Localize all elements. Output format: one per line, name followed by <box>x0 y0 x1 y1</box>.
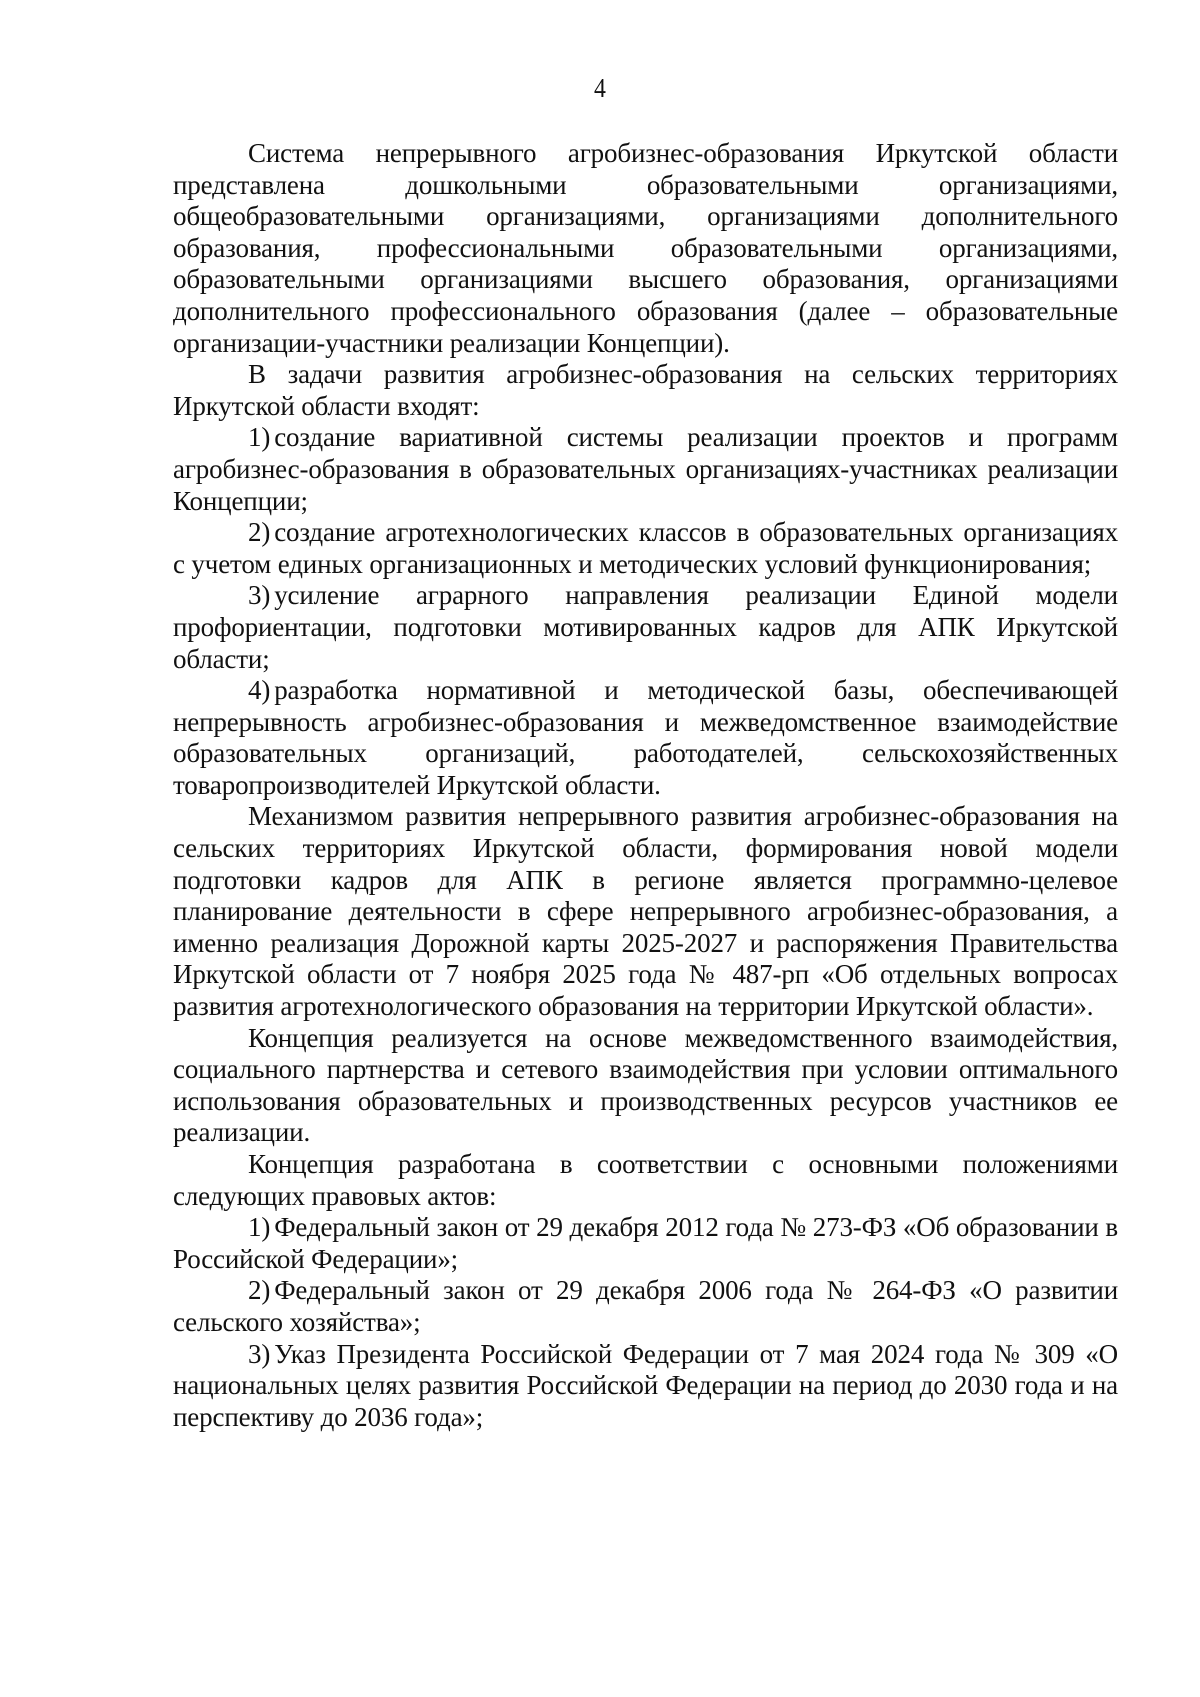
list-number: 2) <box>248 1275 271 1306</box>
paragraph-text: В задачи развития агробизнес-образования на сельских территориях Иркутской области входят: <box>173 359 1118 421</box>
paragraph-text: Концепция разработана в соответствии с основными положениями следующих правовых актов: <box>173 1149 1118 1211</box>
paragraph-tasks-intro <box>173 359 1118 422</box>
list-item-text: Федеральный закон от 29 декабря 2012 года № 273-ФЗ «Об образовании в Российской Федерации»; <box>173 1212 1118 1274</box>
list-item-act-3 <box>173 1339 1118 1434</box>
list-item-task-3 <box>173 580 1118 675</box>
document-body <box>173 138 1118 1433</box>
paragraph-mechanism <box>173 801 1118 1022</box>
list-item-task-4 <box>173 675 1118 801</box>
list-item-text: создание агротехнологических классов в образовательных организациях с учетом единых организационных и методических условий функционирования; <box>173 517 1118 579</box>
list-item-act-2 <box>173 1275 1118 1338</box>
list-item-task-1 <box>173 422 1118 517</box>
list-item-task-2 <box>173 517 1118 580</box>
paragraph-legal-intro <box>173 1149 1118 1212</box>
paragraph-system <box>173 138 1118 359</box>
list-item-text: усиление аграрного направления реализации Единой модели профориентации, подготовки мотивированных кадров для АПК Иркутской области; <box>173 580 1118 674</box>
list-number: 4) <box>248 675 271 706</box>
paragraph-text: Концепция реализуется на основе межведомственного взаимодействия, социального партнерства и сетевого взаимодействия при условии оптимального использования образовательных и производственных ресурсов участников ее реализации. <box>173 1022 1118 1148</box>
list-item-act-1 <box>173 1212 1118 1275</box>
list-number: 1) <box>248 422 271 453</box>
list-number: 3) <box>248 1338 271 1369</box>
list-item-text: Федеральный закон от 29 декабря 2006 года № 264-ФЗ «О развитии сельского хозяйства»; <box>173 1275 1118 1337</box>
paragraph-text: Система непрерывного агробизнес-образования Иркутской области представлена дошкольными образовательными организациями, общеобразовательными организациями, организациями дополнительного образования, профессиональными образовательными организациями, образовательными организациями высшего образования, организациями дополнительного профессионального образования (далее – образовательные организации-участники реализации Концепции). <box>173 138 1118 358</box>
list-number: 2) <box>248 517 271 548</box>
list-item-text: Указ Президента Российской Федерации от 7 мая 2024 года № 309 «О национальных целях развития Российской Федерации на период до 2030 года и на перспективу до 2036 года»; <box>173 1338 1118 1432</box>
list-item-text: создание вариативной системы реализации проектов и программ агробизнес-образования в образовательных организациях-участниках реализации Концепции; <box>173 422 1118 516</box>
list-item-text: разработка нормативной и методической базы, обеспечивающей непрерывность агробизнес-образования и межведомственное взаимодействие образовательных организаций, работодателей, сельскохозяйственных товаропроизводителей Иркутской области. <box>173 675 1118 800</box>
paragraph-text: Механизмом развития непрерывного развития агробизнес-образования на сельских территориях Иркутской области, формирования новой модели подготовки кадров для АПК в регионе является программно-целевое планирование деятельности в сфере непрерывного агробизнес-образования, а именно реализация Дорожной карты 2025-2027 и распоряжения Правительства Иркутской области от 7 ноября 2025 года № 487-рп «Об отдельных вопросах развития агротехнологического образования на территории Иркутской области». <box>173 801 1118 1022</box>
page-number: 4 <box>594 73 606 103</box>
paragraph-implementation <box>173 1023 1118 1149</box>
list-number: 1) <box>248 1212 271 1243</box>
list-number: 3) <box>248 580 271 611</box>
